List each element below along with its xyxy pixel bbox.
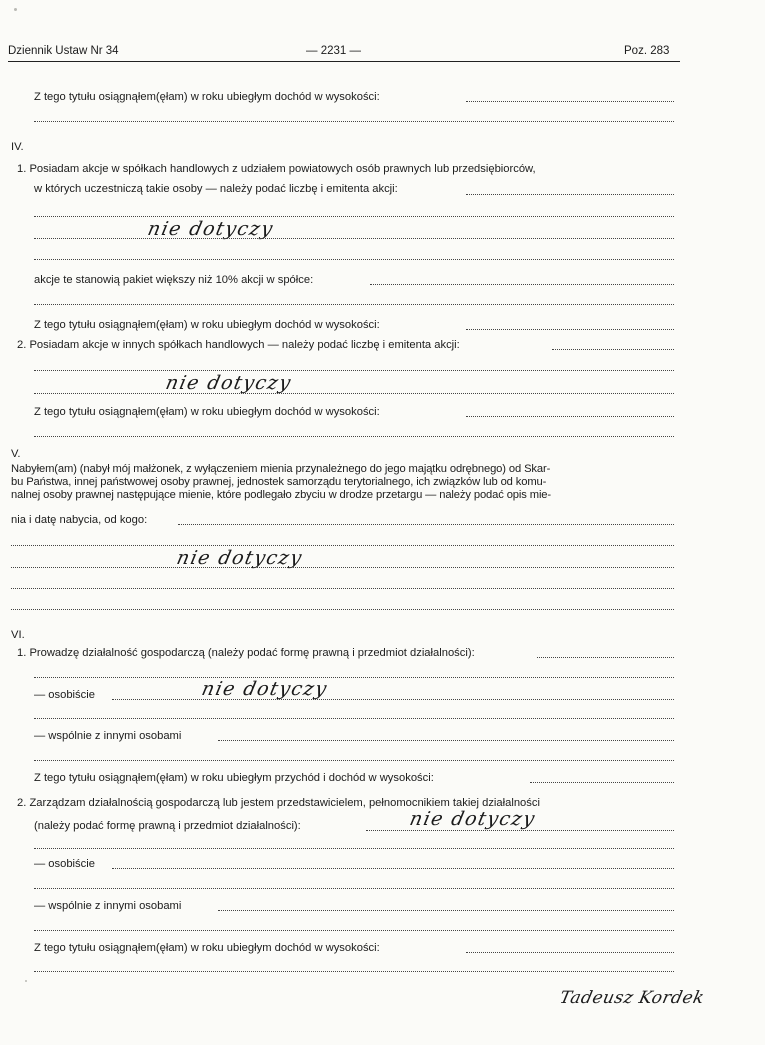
fill-line xyxy=(466,101,674,102)
jointly-label-2: — wspólnie z innymi osobami xyxy=(34,900,182,912)
header-rule xyxy=(8,61,680,62)
fill-line xyxy=(34,393,674,394)
jointly-label: — wspólnie z innymi osobami xyxy=(34,730,182,742)
position-number: Poz. 283 xyxy=(624,45,670,57)
fill-line xyxy=(218,740,674,741)
fill-line xyxy=(11,588,674,589)
income-line-vi2: Z tego tytułu osiągnąłem(ęłam) w roku ubiegłym dochód w wysokości: xyxy=(34,942,380,954)
fill-line xyxy=(466,952,674,953)
sec5-paragraph-line2: bu Państwa, innej państwowej osoby prawnej, jednostek samorządu terytorialnego, ich związków lub od komu- xyxy=(11,476,547,488)
fill-line xyxy=(34,238,674,239)
section-iv-title: IV. xyxy=(11,141,24,153)
fill-line xyxy=(34,930,674,931)
fill-line xyxy=(466,194,674,195)
sec4-item2: 2. Posiadam akcje w innych spółkach handlowych — należy podać liczbę i emitenta akcji: xyxy=(17,339,460,351)
scan-speck xyxy=(14,8,17,11)
fill-line xyxy=(34,888,674,889)
income-line-vi1: Z tego tytułu osiągnąłem(ęłam) w roku ubiegłym przychód i dochód w wysokości: xyxy=(34,772,434,784)
fill-line xyxy=(466,329,674,330)
fill-line xyxy=(34,121,674,122)
handwritten-not-applicable: nie dotyczy xyxy=(163,372,294,394)
fill-line xyxy=(112,699,674,700)
handwritten-not-applicable: nie dotyczy xyxy=(407,808,538,830)
sec4-item1-line1: 1. Posiadam akcje w spółkach handlowych z udziałem powiatowych osób prawnych lub przedsiębiorców, xyxy=(17,163,536,175)
fill-line xyxy=(178,524,674,525)
fill-line xyxy=(466,416,674,417)
sec6-item2-line1: 2. Zarządzam działalnością gospodarczą lub jestem przedstawicielem, pełnomocnikiem takiej działalności xyxy=(17,797,540,809)
fill-line xyxy=(34,677,674,678)
handwritten-not-applicable: nie dotyczy xyxy=(199,678,330,700)
sec6-item1: 1. Prowadzę działalność gospodarczą (należy podać formę prawną i przedmiot działalności): xyxy=(17,647,475,659)
fill-line xyxy=(552,349,674,350)
fill-line xyxy=(34,971,674,972)
sec6-item2-line2: (należy podać formę prawną i przedmiot działalności): xyxy=(34,820,301,832)
fill-line xyxy=(34,436,674,437)
income-line-iv2: Z tego tytułu osiągnąłem(ęłam) w roku ubiegłym dochód w wysokości: xyxy=(34,406,380,418)
fill-line xyxy=(11,545,674,546)
sec4-item1-line2: w których uczestniczą takie osoby — należy podać liczbę i emitenta akcji: xyxy=(34,183,398,195)
page-number: — 2231 — xyxy=(306,45,361,57)
fill-line xyxy=(11,609,674,610)
fill-line xyxy=(218,910,674,911)
fill-line xyxy=(370,284,674,285)
fill-line xyxy=(34,760,674,761)
personally-label: — osobiście xyxy=(34,689,95,701)
section-v-title: V. xyxy=(11,448,21,460)
scan-speck xyxy=(25,980,27,982)
fill-line xyxy=(34,216,674,217)
fill-line xyxy=(366,830,674,831)
signature: Tadeusz Kordek xyxy=(557,988,707,1008)
packet-line: akcje te stanowią pakiet większy niż 10% akcji w spółce: xyxy=(34,274,314,286)
sec5-paragraph-line1: Nabyłem(am) (nabył mój małżonek, z wyłączeniem mienia przynależnego do jego majątku odrębnego) od Skar- xyxy=(11,463,551,475)
fill-line xyxy=(34,848,674,849)
personally-label-2: — osobiście xyxy=(34,858,95,870)
fill-line xyxy=(34,304,674,305)
fill-line xyxy=(112,868,674,869)
fill-line xyxy=(34,718,674,719)
fill-line xyxy=(34,370,674,371)
handwritten-not-applicable: nie dotyczy xyxy=(174,547,305,569)
fill-line xyxy=(34,259,674,260)
sec5-paragraph-line3: nalnej osoby prawnej następujące mienie, które podlegało zbyciu w drodze przetargu — należy podać opis mie- xyxy=(11,489,552,501)
sec5-paragraph-line4: nia i datę nabycia, od kogo: xyxy=(11,514,148,526)
income-line-top: Z tego tytułu osiągnąłem(ęłam) w roku ubiegłym dochód w wysokości: xyxy=(34,91,380,103)
handwritten-not-applicable: nie dotyczy xyxy=(145,218,276,240)
fill-line xyxy=(537,657,674,658)
journal-name: Dziennik Ustaw Nr 34 xyxy=(8,45,119,57)
income-line-iv1: Z tego tytułu osiągnąłem(ęłam) w roku ubiegłym dochód w wysokości: xyxy=(34,319,380,331)
fill-line xyxy=(11,567,674,568)
section-vi-title: VI. xyxy=(11,629,25,641)
fill-line xyxy=(530,782,674,783)
